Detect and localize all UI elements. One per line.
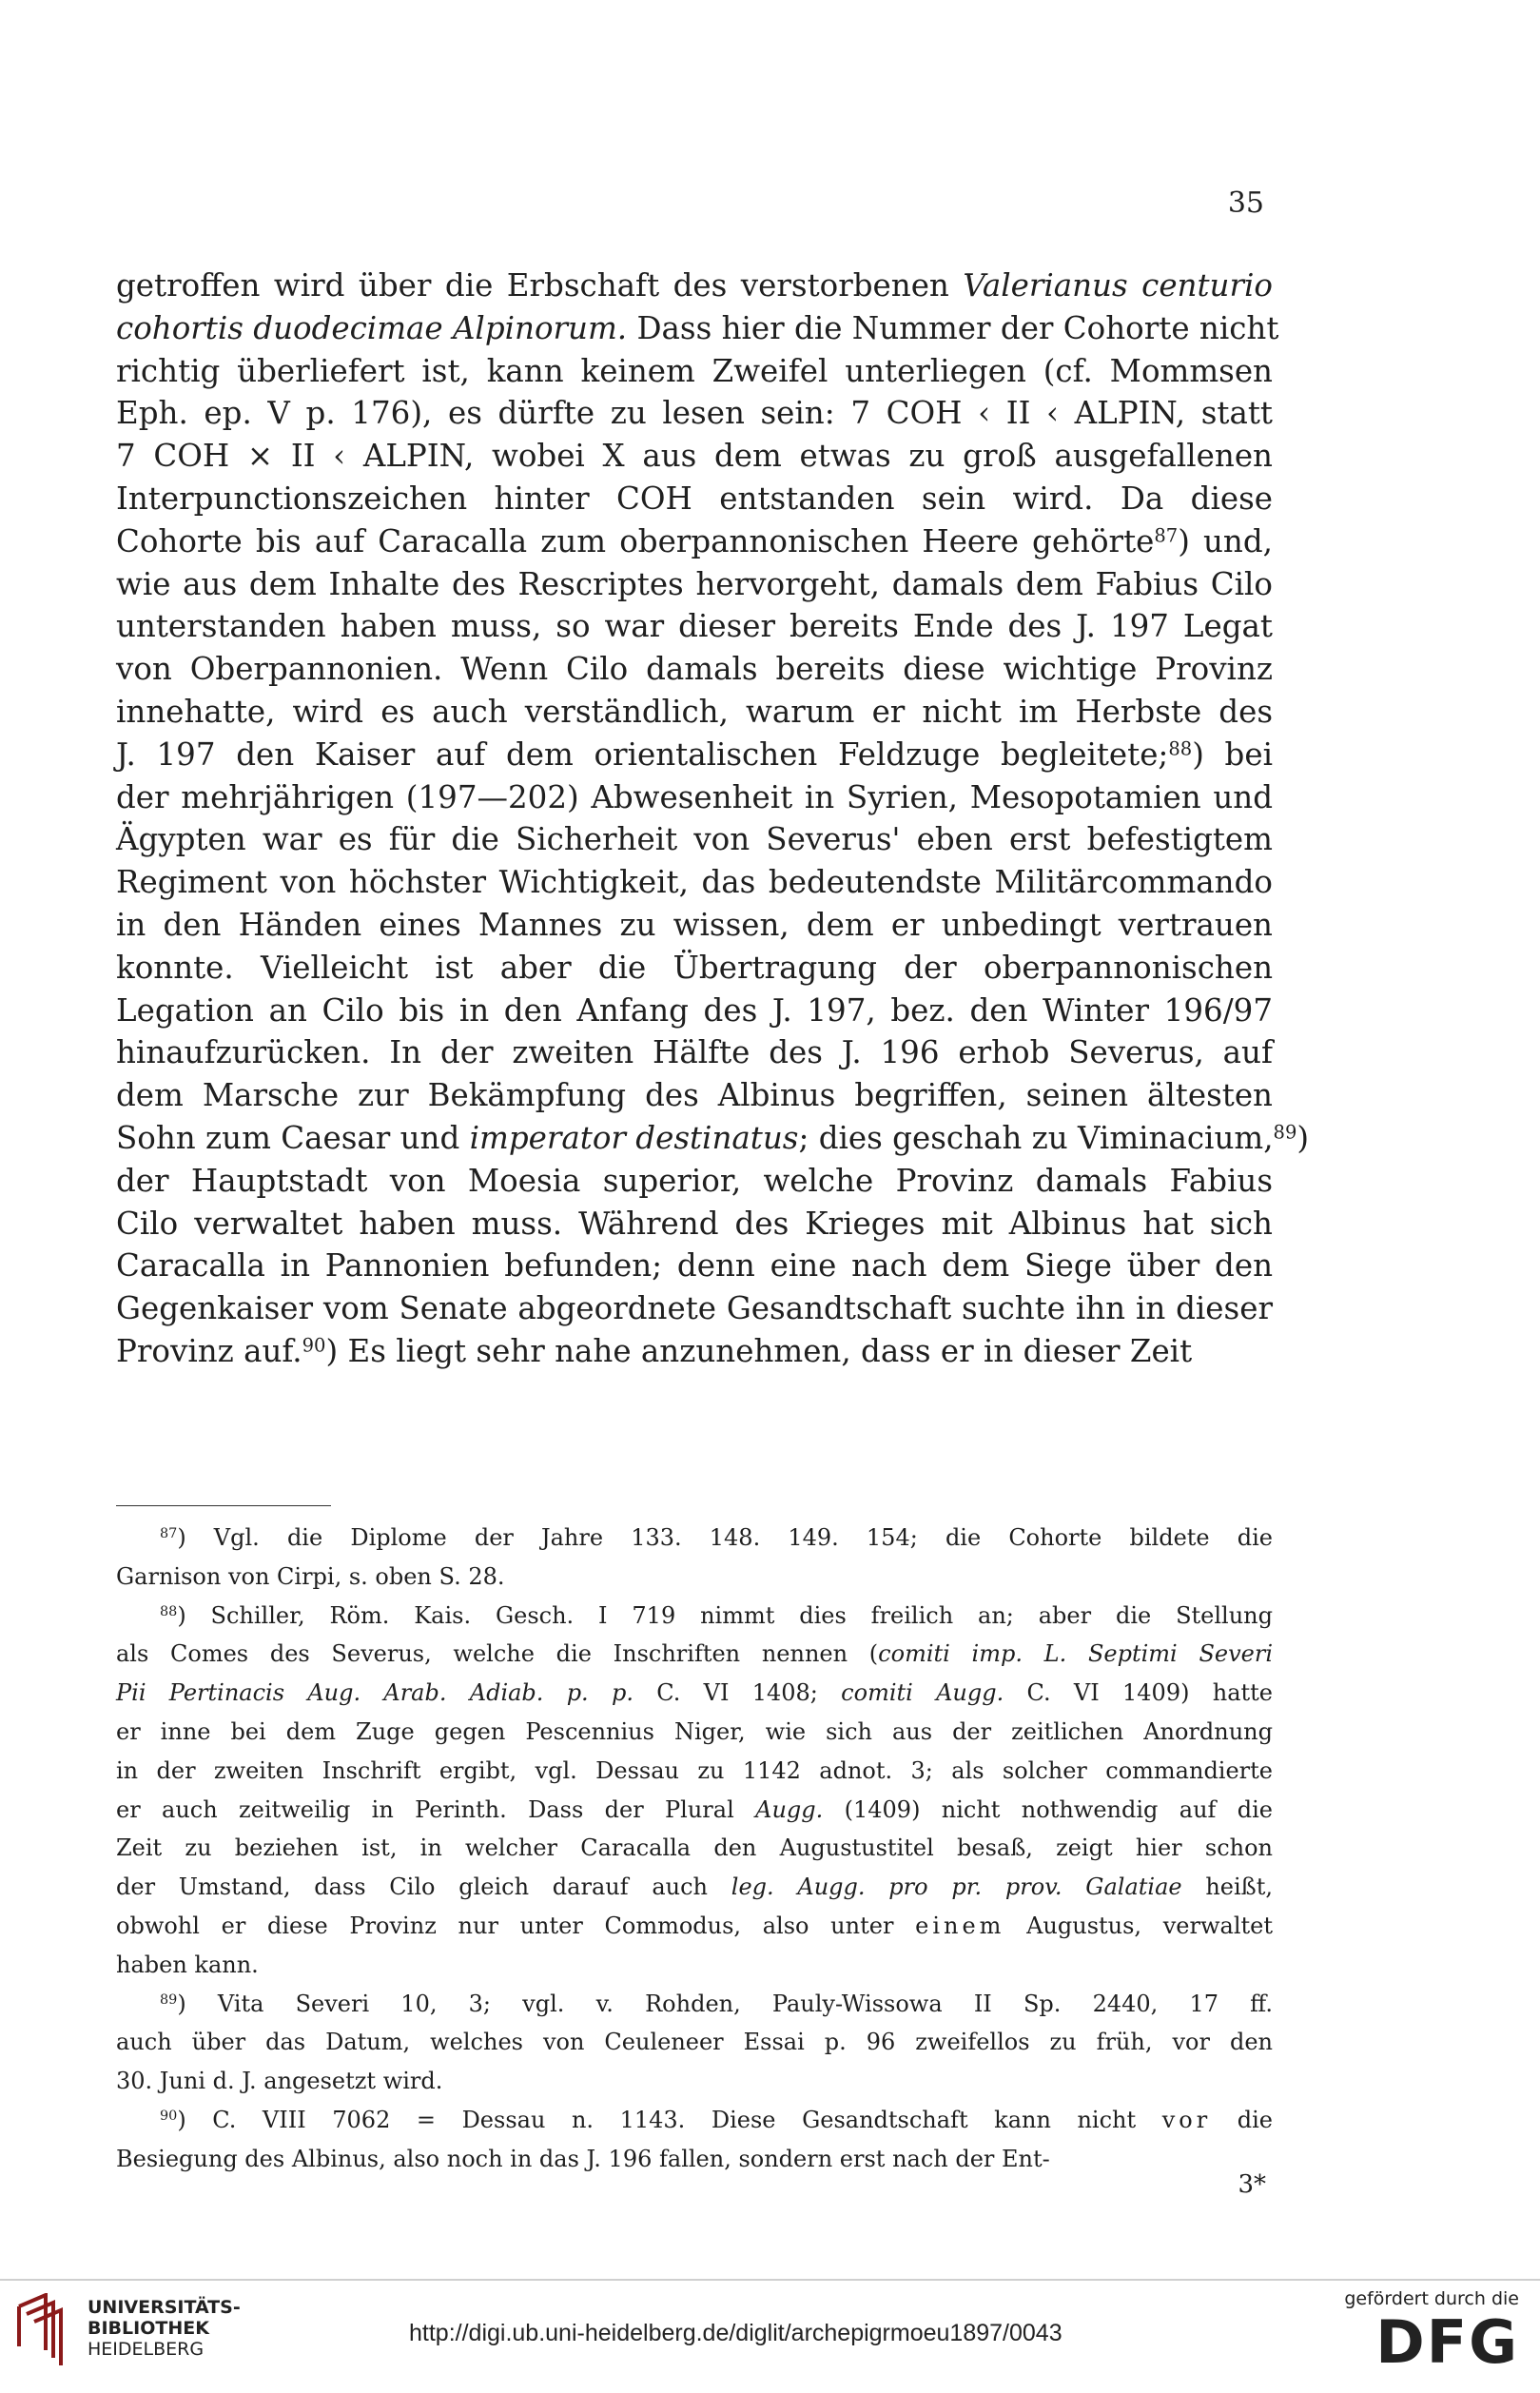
text-line: hinaufzurücken. In der zweiten Hälfte des J. 196 erhob Severus, auf: [116, 1034, 1273, 1071]
text-line: J. 197 den Kaiser auf dem orientalischen Feldzuge begleitete;$^{88}$) bei: [116, 736, 1273, 773]
footnote-line: Besiegung des Albinus, also noch in das J. 196 fallen, sondern erst nach der Ent-: [116, 2145, 1050, 2172]
footnote-line: $^{89}$) Vita Severi 10, 3; vgl. v. Rohden, Pauly-Wissowa II Sp. 2440, 17 ff.: [160, 1990, 1273, 2017]
text-line: Cohorte bis auf Caracalla zum oberpannonischen Heere gehörte$^{87}$) und,: [116, 522, 1273, 559]
footnote-line: haben kann.: [116, 1951, 259, 1978]
footnote-line: Zeit zu beziehen ist, in welcher Caracalla den Augustustitel besaß, zeigt hier schon: [116, 1834, 1273, 1862]
text-line: richtig überliefert ist, kann keinem Zweifel unterliegen (cf. Mommsen: [116, 352, 1273, 389]
signature-mark: 3*: [1238, 2170, 1266, 2199]
text-line: 7 COH × II ‹ ALPIN, wobei X aus dem etwas zu groß ausgefallenen: [116, 438, 1273, 475]
text-line: Interpunctionszeichen hinter COH entstanden sein wird. Da diese: [116, 480, 1273, 517]
footnote: [116, 2101, 1273, 2179]
footnotes-block: [116, 1519, 1273, 2179]
text-line: Legation an Cilo bis in den Anfang des J. 197, bez. den Winter 196/97: [116, 991, 1273, 1029]
text-line: der mehrjährigen (197—202) Abwesenheit in Syrien, Mesopotamien und: [116, 778, 1273, 815]
text-line: konnte. Vielleicht ist aber die Übertragung der oberpannonischen: [116, 949, 1273, 986]
footnote-line: Pii Pertinacis Aug. Arab. Adiab. p. p. C. VI 1408; comiti Augg. C. VI 1409) hatte: [116, 1679, 1273, 1707]
text-line: von Oberpannonien. Wenn Cilo damals bereits diese wichtige Provinz: [116, 651, 1273, 688]
footnote: [116, 1597, 1273, 1985]
footnote-line: er inne bei dem Zuge gegen Pescennius Niger, wie sich aus der zeitlichen Anordnung: [116, 1717, 1273, 1745]
footnote-line: Garnison von Cirpi, s. oben S. 28.: [116, 1562, 505, 1590]
main-text-block: [116, 265, 1310, 1373]
footnote-line: $^{90}$) C. VIII 7062 = Dessau n. 1143. Diese Gesandtschaft kann nicht vor die: [160, 2106, 1274, 2133]
dfg-logo: DFG: [1375, 2307, 1519, 2377]
text-line: innehatte, wird es auch verständlich, warum er nicht im Herbste des: [116, 693, 1273, 730]
university-library-name: [88, 2297, 241, 2360]
funding-caption: gefördert durch die: [1344, 2288, 1519, 2309]
footnote-separator: [116, 1505, 331, 1506]
text-line: in den Händen eines Mannes zu wissen, dem er unbedingt vertrauen: [116, 906, 1273, 943]
text-line: getroffen wird über die Erbschaft des verstorbenen Valerianus centurio: [116, 267, 1273, 304]
footnote-line: in der zweiten Inschrift ergibt, vgl. Dessau zu 1142 adnot. 3; als solcher commandierte: [116, 1756, 1273, 1784]
permalink-url[interactable]: http://digi.ub.uni-heidelberg.de/diglit/archepigrmoeu1897/0043: [409, 2320, 1062, 2346]
library-line-1: UNIVERSITÄTS-: [88, 2297, 241, 2318]
text-line: Gegenkaiser vom Senate abgeordnete Gesandtschaft suchte ihn in dieser: [116, 1290, 1273, 1327]
footnote-line: der Umstand, dass Cilo gleich darauf auch leg. Augg. pro pr. prov. Galatiae heißt,: [116, 1873, 1273, 1901]
text-line: unterstanden haben muss, so war dieser bereits Ende des J. 197 Legat: [116, 608, 1273, 645]
footnote-line: $^{87}$) Vgl. die Diplome der Jahre 133. 148. 149. 154; die Cohorte bildete die: [160, 1524, 1273, 1551]
text-line: Caracalla in Pannonien befunden; denn eine nach dem Siege über den: [116, 1247, 1273, 1285]
text-line: Sohn zum Caesar und imperator destinatus; dies geschah zu Viminacium,$^{89}$): [116, 1119, 1310, 1156]
text-line: cohortis duodecimae Alpinorum. Dass hier die Nummer der Cohorte nicht: [116, 309, 1279, 346]
footnote: [116, 1519, 1273, 1597]
text-line: wie aus dem Inhalte des Rescriptes hervorgeht, damals dem Fabius Cilo: [116, 565, 1273, 602]
page-number: 35: [1227, 186, 1264, 220]
text-line: Ägypten war es für die Sicherheit von Severus' eben erst befestigtem: [116, 821, 1273, 858]
text-line: der Hauptstadt von Moesia superior, welche Provinz damals Fabius: [116, 1162, 1273, 1199]
library-line-3: HEIDELBERG: [88, 2339, 205, 2360]
text-line: Eph. ep. V p. 176), es dürfte zu lesen sein: 7 COH ‹ II ‹ ALPIN, statt: [116, 395, 1273, 432]
footnote-line: 30. Juni d. J. angesetzt wird.: [116, 2068, 443, 2095]
text-line: Provinz auf.$^{90}$) Es liegt sehr nahe anzunehmen, dass er in dieser Zeit: [116, 1332, 1193, 1369]
text-line: Cilo verwaltet haben muss. Während des Krieges mit Albinus hat sich: [116, 1205, 1273, 1242]
footnote-line: er auch zeitweilig in Perinth. Dass der Plural Augg. (1409) nicht nothwendig auf die: [116, 1795, 1273, 1823]
footnote-line: auch über das Datum, welches von Ceuleneer Essai p. 96 zweifellos zu früh, vor den: [116, 2029, 1273, 2056]
footnote-line: $^{88}$) Schiller, Röm. Kais. Gesch. I 719 nimmt dies freilich an; aber die Stellung: [160, 1601, 1273, 1629]
text-line: Regiment von höchster Wichtigkeit, das bedeutendste Militärcommando: [116, 864, 1273, 901]
footnote-line: obwohl er diese Provinz nur unter Commodus, also unter einem Augustus, verwaltet: [116, 1912, 1274, 1939]
library-line-2: BIBLIOTHEK: [88, 2318, 209, 2339]
text-line: dem Marsche zur Bekämpfung des Albinus begriffen, seinen ältesten: [116, 1077, 1273, 1114]
footnote-line: als Comes des Severus, welche die Inschriften nennen (comiti imp. L. Septimi Severi: [116, 1640, 1274, 1668]
footnote: [116, 1985, 1273, 2101]
university-library-logo-icon: [13, 2293, 74, 2367]
